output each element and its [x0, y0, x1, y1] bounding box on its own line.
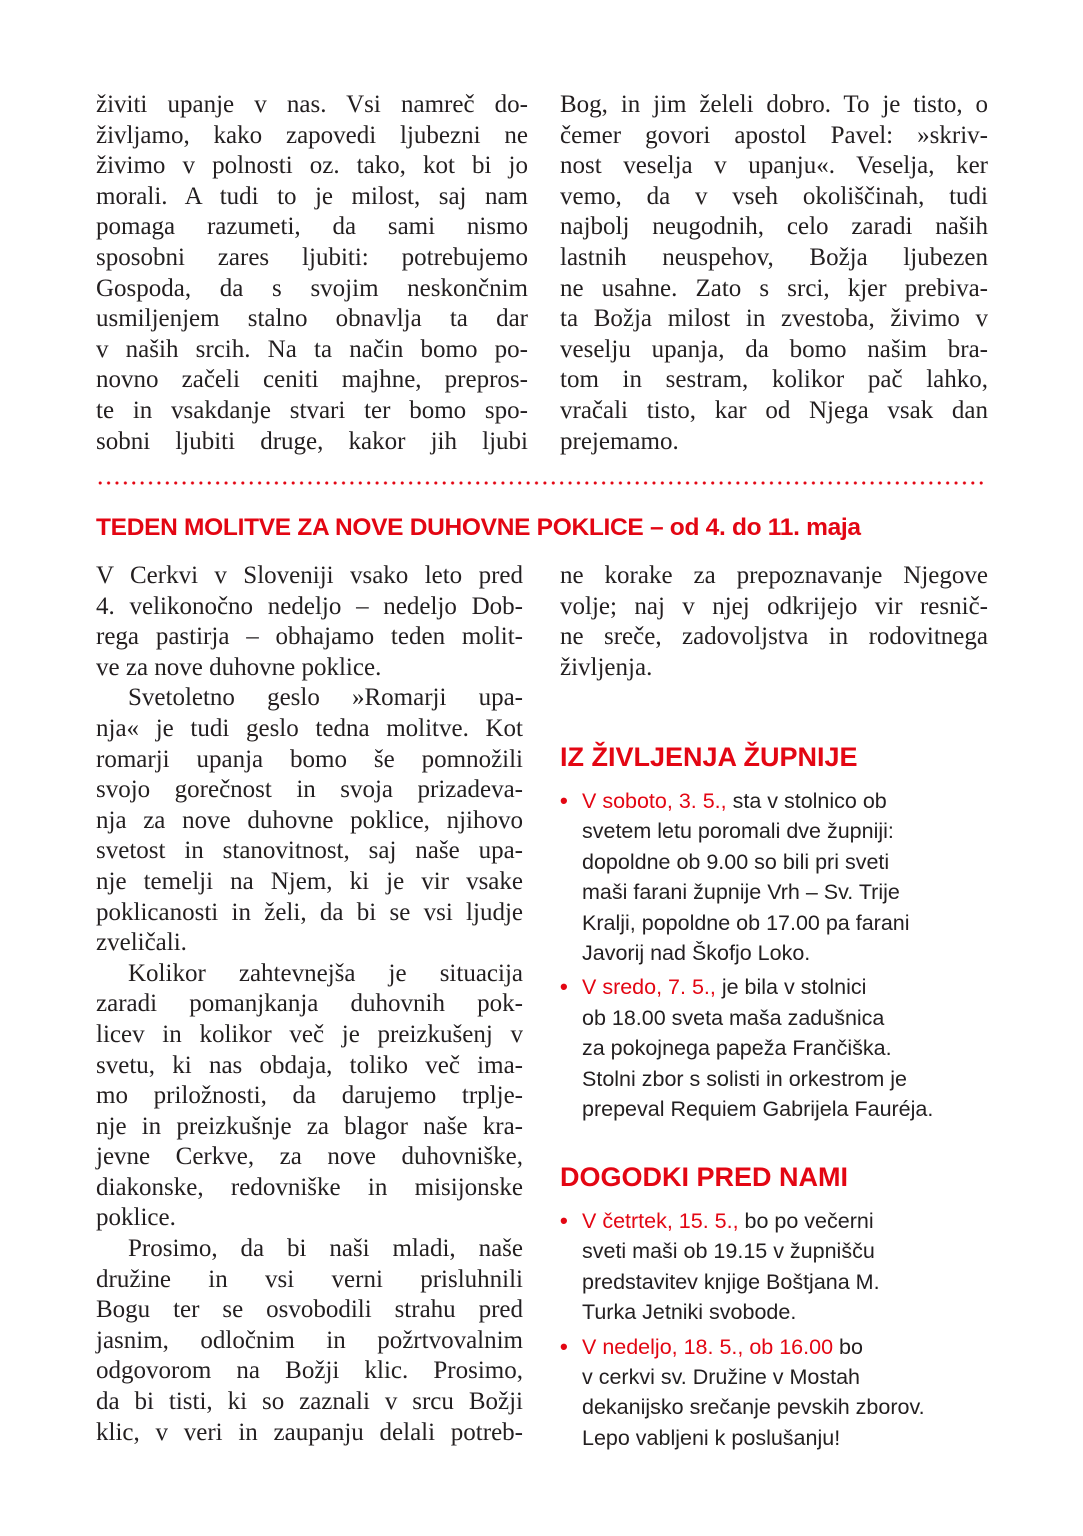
article-heading: TEDEN MOLITVE ZA NOVE DUHOVNE POKLICE – od 4. do 11. maja	[96, 514, 861, 541]
item-text: bo	[833, 1334, 863, 1359]
upcoming-events-heading: DOGODKI PRED NAMI	[560, 1162, 849, 1192]
upcoming-events-list	[560, 1206, 1000, 1457]
parish-life-heading: IZ ŽIVLJENJA ŽUPNIJE	[560, 742, 858, 772]
text-line: 4. velikonočno nedeljo – nedeljo Dob-	[96, 592, 523, 620]
item-date: V nedeljo, 18. 5., ob 16.00	[582, 1334, 834, 1359]
top-left-column	[96, 90, 528, 457]
item-line: maši farani župnije Vrh – Sv. Trije	[582, 880, 900, 905]
text-line: nja za nove duhovne poklice, njihovo	[96, 806, 523, 834]
list-item	[560, 972, 1000, 1124]
text-line: veselju upanja, da bomo našim bra-	[560, 335, 988, 363]
text-line: Prosimo, da bi naši mladi, naše	[128, 1235, 523, 1263]
text-line: jevne Cerkve, za nove duhovniške,	[96, 1143, 523, 1171]
text-line: najbolj neugodnih, celo zaradi naših	[560, 213, 988, 241]
text-line: morali. A tudi to je milost, saj nam	[96, 182, 528, 210]
text-line: prejemamo.	[560, 427, 679, 455]
text-line: pomaga razumeti, da sami nismo	[96, 213, 528, 241]
item-first-line	[582, 972, 1000, 1002]
text-line: sobni ljubiti druge, kakor jih ljubi	[96, 427, 528, 455]
text-line: ne sreče, zadovoljstva in rodovitnega	[560, 623, 988, 651]
item-line: Stolni zbor s solisti in orkestrom je	[582, 1066, 907, 1091]
item-line: Kralji, popoldne ob 17.00 pa farani	[582, 910, 910, 935]
text-line: nje temelji na Njem, ki je vir vsake	[96, 867, 523, 895]
text-line: življamo, kako zapovedi ljubezni ne	[96, 121, 528, 149]
list-item	[560, 1206, 1000, 1328]
item-date: V soboto, 3. 5.,	[582, 789, 727, 813]
item-line: sveti maši ob 19.15 v župnišču	[582, 1239, 875, 1264]
list-item	[560, 1332, 1000, 1454]
text-line: ne usahne. Zato s srci, kjer prebiva-	[560, 274, 988, 302]
item-line: Lepo vabljeni k poslušanju!	[582, 1425, 841, 1450]
text-line: volje; naj v njej odkrijejo vir resnič-	[560, 592, 988, 620]
text-line: lastnih neuspehov, Božja ljubezen	[560, 243, 988, 271]
item-line: dopoldne ob 9.00 so bili pri sveti	[582, 849, 890, 874]
text-line: Kolikor zahtevnejša je situacija	[128, 959, 523, 987]
text-line: čemer govori apostol Pavel: »skriv-	[560, 121, 988, 149]
item-first-line	[582, 1206, 1000, 1236]
text-line: svetu, ki nas obdaja, toliko več ima-	[96, 1051, 523, 1079]
item-date: V četrtek, 15. 5.,	[582, 1209, 739, 1233]
text-line: diakonske, redovniške in misijonske	[96, 1173, 523, 1201]
item-line: v cerkvi sv. Družine v Mostah	[582, 1365, 860, 1390]
dotted-divider	[96, 481, 986, 485]
text-line: poklice.	[96, 1204, 176, 1232]
text-line: tom in sestram, kolikor pač lahko,	[560, 366, 988, 394]
item-date: V sredo, 7. 5.,	[582, 975, 716, 1000]
article-left-column	[96, 561, 523, 1448]
text-line: poklicanosti in želi, da bi se vsi ljudje	[96, 898, 523, 926]
text-line: romarji upanja bomo še pomnožili	[96, 745, 523, 773]
item-line: Turka Jetniki svobode.	[582, 1300, 797, 1325]
bullet-icon: •	[560, 788, 568, 813]
item-line: dekanijsko srečanje pevskih zborov.	[582, 1395, 925, 1420]
bullet-icon: •	[560, 1333, 568, 1359]
item-first-line	[582, 786, 1000, 816]
text-line: V Cerkvi v Sloveniji vsako leto pred	[96, 562, 523, 589]
text-line: Gospoda, da s svojim neskončnim	[96, 274, 528, 302]
item-line: Javorij nad Škofjo Loko.	[582, 941, 811, 966]
text-line: klic, v veri in zaupanju delali potreb-	[96, 1418, 523, 1446]
text-line: te in vsakdanje stvari ter bomo spo-	[96, 396, 528, 424]
text-line: svetost in stanovitnost, saj naše upa-	[96, 837, 523, 865]
item-line: svetem letu poromali dve župniji:	[582, 819, 894, 844]
top-right-column	[560, 90, 988, 457]
text-line: Svetoletno geslo »Romarji upa-	[128, 684, 523, 712]
text-line: živimo v polnosti oz. tako, kot bi jo	[96, 152, 528, 180]
text-line: nost veselja v upanju«. Veselja, ker	[560, 152, 988, 180]
item-text: bo po večerni	[738, 1209, 874, 1233]
text-line: v naših srcih. Na ta način bomo po-	[96, 335, 528, 363]
text-line: da bi tisti, ki so zaznali v srcu Božji	[96, 1388, 523, 1416]
text-line: Bogu ter se osvobodili strahu pred	[96, 1296, 523, 1324]
article-right-column	[560, 561, 988, 683]
text-line: nja« je tudi geslo tedna molitve. Kot	[96, 714, 523, 742]
text-line: zveličali.	[96, 929, 187, 957]
text-line: mo priložnosti, da darujemo trplje-	[96, 1082, 523, 1110]
item-text: je bila v stolnici	[715, 975, 867, 1000]
text-line: Bog, in jim želeli dobro. To je tisto, o	[560, 91, 988, 118]
text-line: nje in preizkušnje za blagor naše kra-	[96, 1112, 523, 1140]
item-line: za pokojnega papeža Frančiška.	[582, 1036, 892, 1061]
text-line: usmiljenjem stalno obnavlja ta dar	[96, 305, 528, 333]
bullet-icon: •	[560, 974, 568, 1000]
parish-life-list	[560, 786, 1000, 1128]
text-line: sposobni zares ljubiti: potrebujemo	[96, 243, 528, 271]
text-line: svojo gorečnost in svoja prizadeva-	[96, 776, 523, 804]
text-line: vemo, da v vseh okoliščinah, tudi	[560, 182, 988, 210]
text-line: živiti upanje v nas. Vsi namreč do-	[96, 91, 528, 118]
text-line: družine in vsi verni prisluhnili	[96, 1265, 523, 1293]
bullet-icon: •	[560, 1208, 568, 1233]
text-line: novno začeli ceniti majhne, prepros-	[96, 366, 528, 394]
text-line: vračali tisto, kar od Njega vsak dan	[560, 396, 988, 424]
text-line: ve za nove duhovne poklice.	[96, 653, 382, 681]
text-line: ne korake za prepoznavanje Njegove	[560, 562, 988, 589]
item-text: sta v stolnico ob	[726, 789, 887, 813]
item-line: prepeval Requiem Gabrijela Fauréja.	[582, 1097, 934, 1122]
text-line: rega pastirja – obhajamo teden molit-	[96, 623, 523, 651]
text-line: licev in kolikor več je preizkušenj v	[96, 1020, 523, 1048]
text-line: jasnim, odločnim in požrtvovalnim	[96, 1326, 523, 1354]
text-line: odgovorom na Božji klic. Prosimo,	[96, 1357, 523, 1385]
text-line: življenja.	[560, 653, 653, 681]
list-item	[560, 786, 1000, 968]
text-line: ta Božja milost in zvestoba, živimo v	[560, 305, 988, 333]
item-line: ob 18.00 sveta maša zadušnica	[582, 1005, 885, 1030]
text-line: zaradi pomanjkanja duhovnih pok-	[96, 990, 523, 1018]
item-first-line	[582, 1332, 1000, 1362]
item-line: predstavitev knjige Boštjana M.	[582, 1269, 880, 1294]
